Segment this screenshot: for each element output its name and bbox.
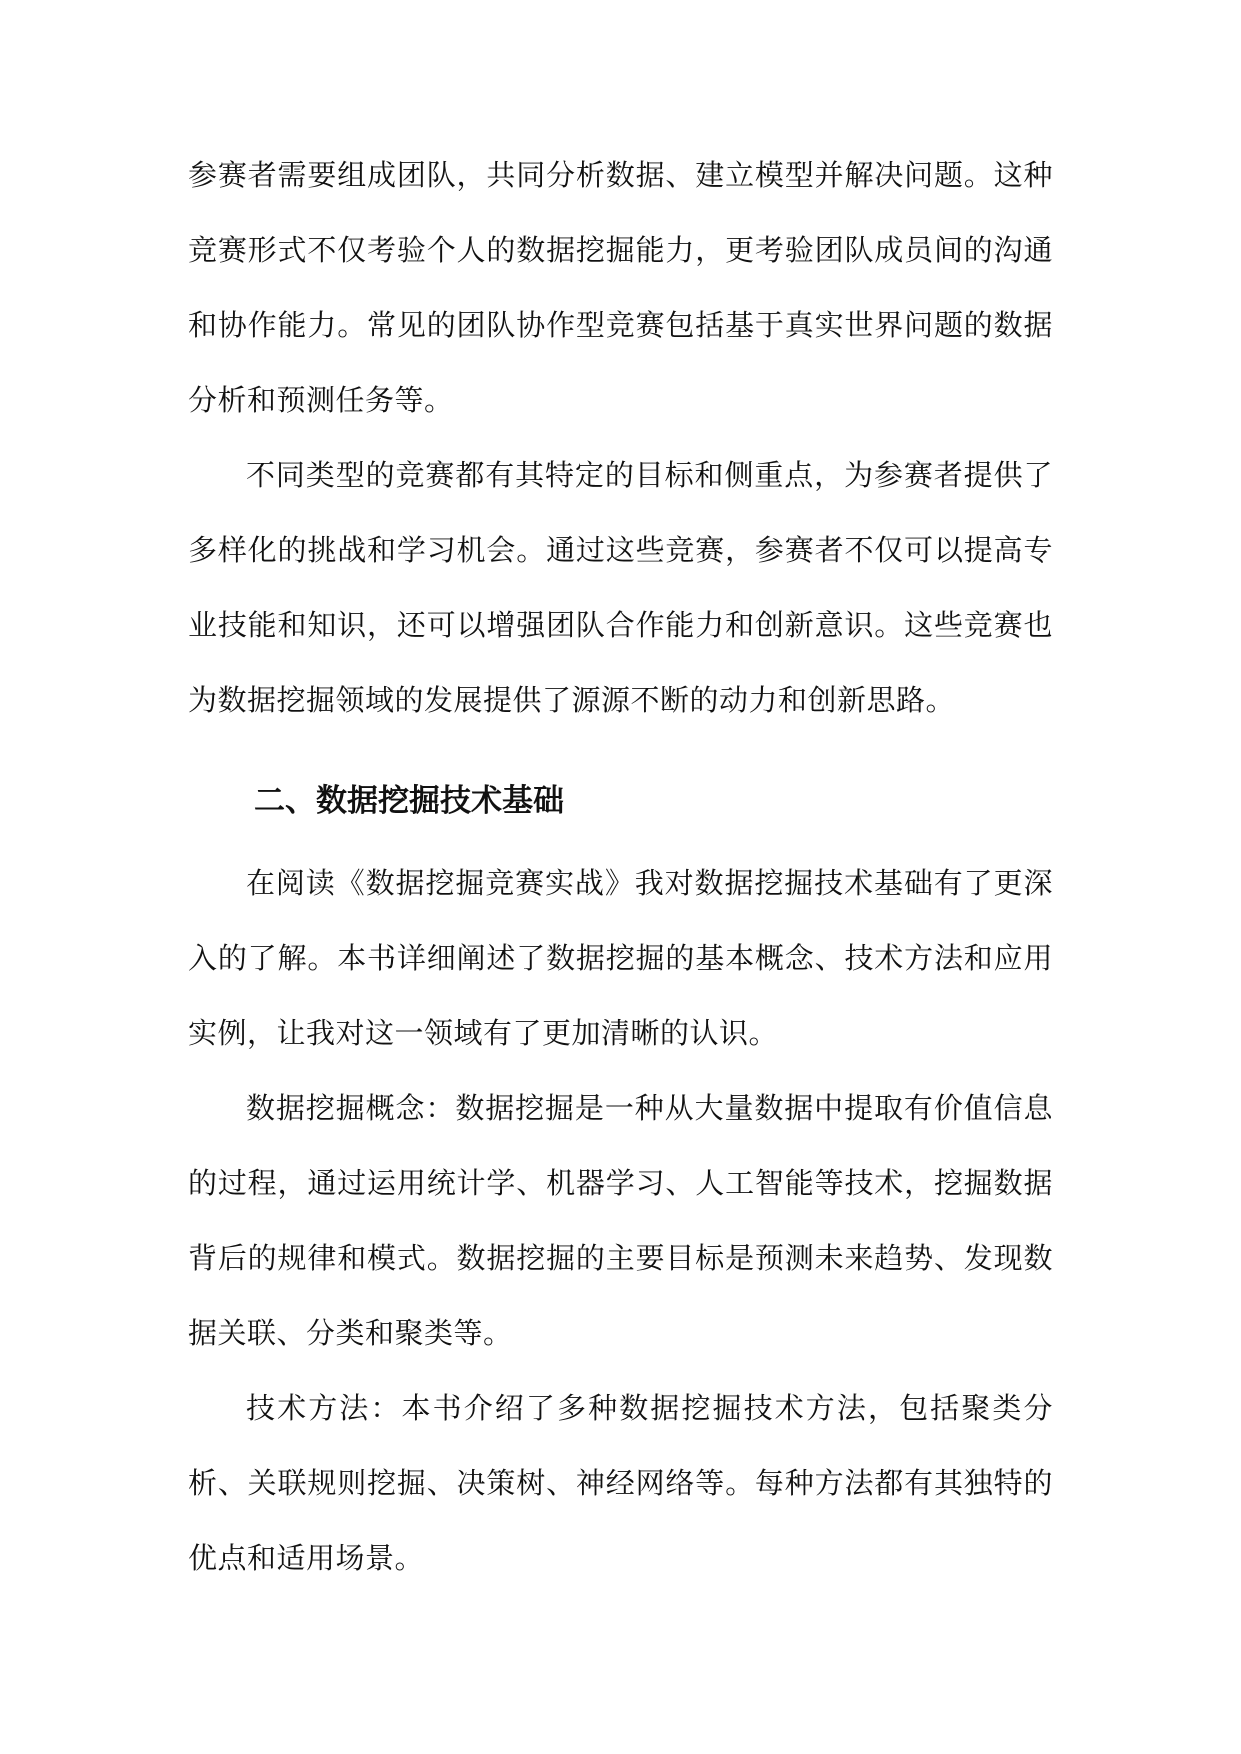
- document-page: [188, 138, 1053, 1596]
- concept-paragraph: 数据挖掘概念：数据挖掘是一种从大量数据中提取有价值信息的过程，通过运用统计学、机器学习、人工智能等技术，挖掘数据背后的规律和模式。数据挖掘的主要目标是预测未来趋势、发现数据关联、分类和聚类等。: [188, 1091, 1053, 1350]
- continued-paragraph: 参赛者需要组成团队，共同分析数据、建立模型并解决问题。这种竞赛形式不仅考验个人的数据挖掘能力，更考验团队成员间的沟通和协作能力。常见的团队协作型竞赛包括基于真实世界问题的数据分析和预测任务等。: [188, 158, 1053, 417]
- intro-paragraph: 在阅读《数据挖掘竞赛实战》我对数据挖掘技术基础有了更深入的了解。本书详细阐述了数据挖掘的基本概念、技术方法和应用实例，让我对这一领域有了更加清晰的认识。: [188, 866, 1053, 1050]
- competition-summary-paragraph: 不同类型的竞赛都有其特定的目标和侧重点，为参赛者提供了多样化的挑战和学习机会。通过这些竞赛，参赛者不仅可以提高专业技能和知识，还可以增强团队合作能力和创新意识。这些竞赛也为数据挖掘领域的发展提供了源源不断的动力和创新思路。: [188, 458, 1053, 717]
- section-heading: 二、数据挖掘技术基础: [254, 783, 564, 819]
- methods-paragraph: 技术方法：本书介绍了多种数据挖掘技术方法，包括聚类分析、关联规则挖掘、决策树、神经网络等。每种方法都有其独特的优点和适用场景。: [188, 1391, 1053, 1575]
